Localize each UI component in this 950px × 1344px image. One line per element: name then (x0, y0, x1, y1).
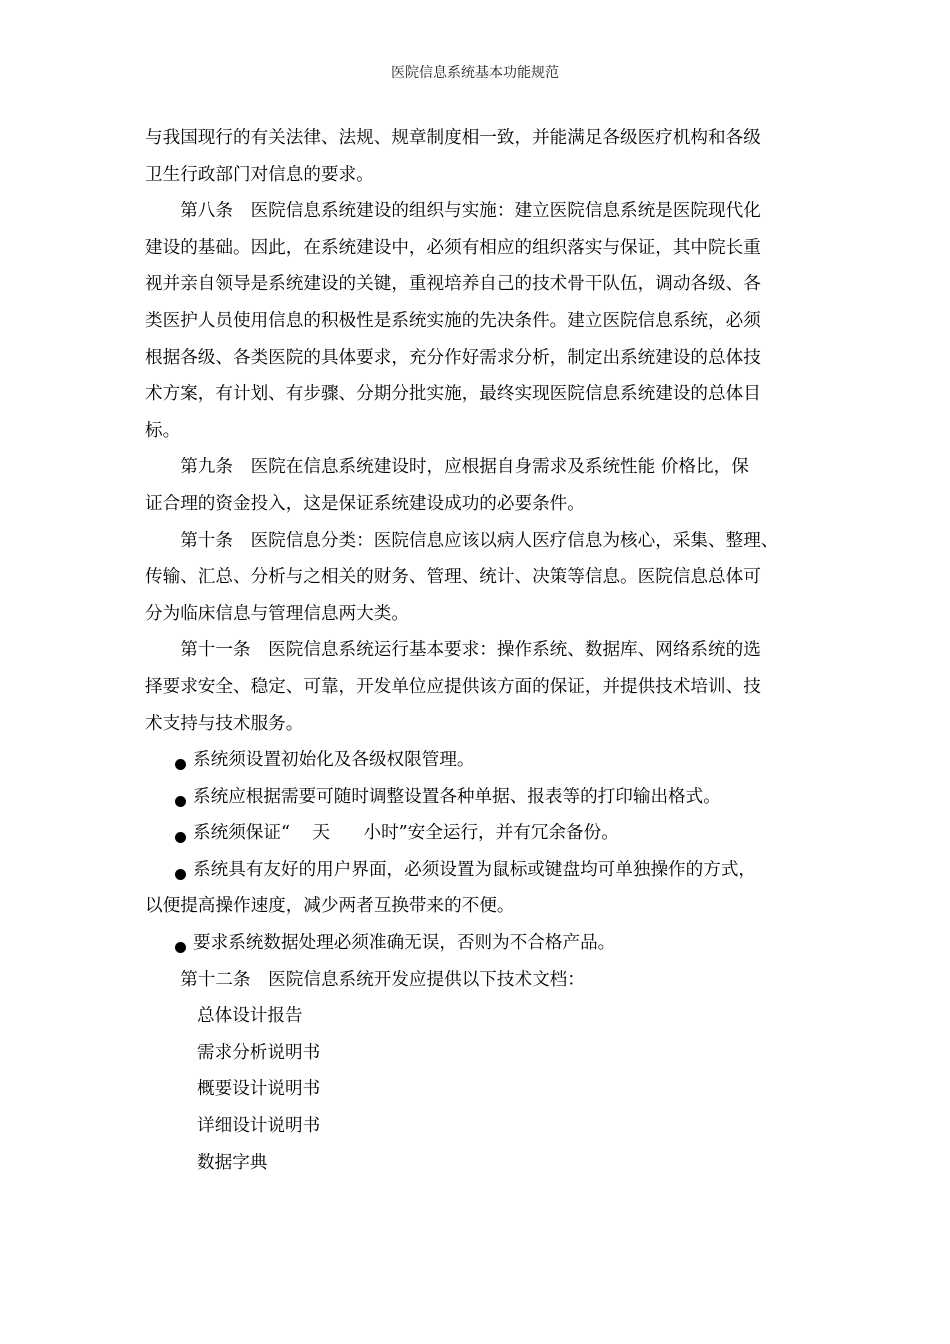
bullet-item (145, 852, 805, 889)
article-8-label: 第八条 (180, 201, 233, 222)
bullet-dot-icon (175, 869, 186, 880)
bullet-text: 系统须保证“ 天 小时”安全运行，并有冗余备份。 (193, 823, 619, 844)
text-line: 建设的基础。因此，在系统建设中，必须有相应的组织落实与保证，其中院长重 (145, 237, 761, 258)
article-11-first-line (145, 632, 805, 669)
text-line: 与我国现行的有关法律、法规、规章制度相一致，并能满足各级医疗机构和各级 (145, 128, 761, 148)
text-line: 医院信息系统建设的组织与实施：建立医院信息系统是医院现代化 (250, 201, 761, 222)
page-header: 医院信息系统基本功能规范 (391, 65, 559, 81)
bullet-text: 要求系统数据处理必须准确无误，否则为不合格产品。 (193, 933, 616, 954)
article-12-line (145, 962, 805, 999)
text-line: 以便提高操作速度，减少两者互换带来的不便。 (145, 896, 515, 917)
article-10-label: 第十条 (180, 530, 233, 551)
article-12-label: 第十二条 (180, 969, 251, 990)
bullet-item (145, 779, 805, 816)
document-list-item: 需求分析说明书 (197, 1042, 321, 1063)
text-line: 分为临床信息与管理信息两大类。 (145, 603, 409, 624)
article-9-label: 第九条 (180, 457, 233, 478)
bullet-item (145, 742, 805, 779)
text-line: 术支持与技术服务。 (145, 713, 304, 734)
text-line: 证合理的资金投入，这是保证系统建设成功的必要条件。 (145, 493, 585, 514)
text-line: 传输、汇总、分析与之相关的财务、管理、统计、决策等信息。医院信息总体可 (145, 567, 761, 588)
text-line: 择要求安全、稳定、可靠，开发单位应提供该方面的保证，并提供技术培训、技 (145, 676, 761, 697)
document-list-item: 数据字典 (197, 1152, 268, 1173)
text-line: 医院在信息系统建设时，应根据自身需求及系统性能 价格比，保 (250, 457, 749, 478)
text-line: 类医护人员使用信息的积极性是系统实施的先决条件。建立医院信息系统，必须 (145, 310, 761, 331)
text-line: 医院信息分类：医院信息应该以病人医疗信息为核心，采集、整理、 (250, 530, 779, 551)
text-line: 卫生行政部门对信息的要求。 (145, 164, 374, 185)
text-line: 视并亲自领导是系统建设的关键，重视培养自己的技术骨干队伍，调动各级、各 (145, 274, 761, 295)
text-line: 术方案，有计划、有步骤、分期分批实施，最终实现医院信息系统建设的总体目 (145, 384, 761, 405)
article-9-first-line (145, 449, 805, 486)
bullet-dot-icon (175, 796, 186, 807)
article-10-first-line (145, 523, 805, 560)
bullet-item (145, 925, 805, 962)
bullet-dot-icon (175, 942, 186, 953)
text-line: 标。 (145, 420, 181, 441)
bullet-dot-icon (175, 759, 186, 770)
bullet-text: 系统须设置初始化及各级权限管理。 (193, 750, 475, 771)
document-body (145, 120, 805, 1181)
text-line: 根据各级、各类医院的具体要求，充分作好需求分析，制定出系统建设的总体技 (145, 347, 761, 368)
article-11-label: 第十一条 (180, 640, 251, 661)
document-list-item: 概要设计说明书 (197, 1079, 321, 1100)
article-8-first-line (145, 193, 805, 230)
bullet-item (145, 815, 805, 852)
bullet-dot-icon (175, 832, 186, 843)
bullet-text: 系统具有友好的用户界面，必须设置为鼠标或键盘均可单独操作的方式， (193, 859, 757, 880)
text-line: 医院信息系统开发应提供以下技术文档： (268, 969, 585, 990)
document-list-item: 详细设计说明书 (197, 1116, 321, 1137)
text-line: 医院信息系统运行基本要求：操作系统、数据库、网络系统的选 (268, 640, 761, 661)
document-list-item: 总体设计报告 (197, 1006, 303, 1027)
bullet-text: 系统应根据需要可随时调整设置各种单据、报表等的打印输出格式。 (193, 786, 721, 807)
